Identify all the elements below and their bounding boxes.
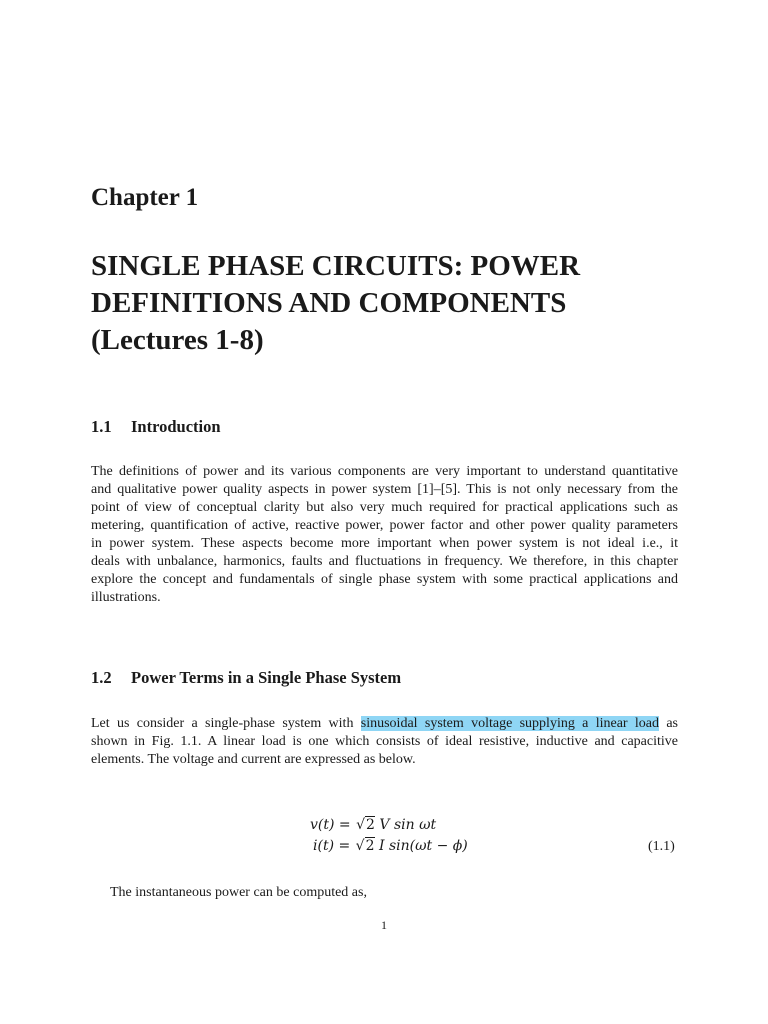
paragraph-line: in power system. These aspects become more important when power system is not ideal i.e., it xyxy=(91,536,678,551)
paragraph-line xyxy=(91,715,678,733)
page-number: 1 xyxy=(381,918,387,932)
chapter-title-line: SINGLE PHASE CIRCUITS: POWER xyxy=(91,250,581,282)
paragraph-text: as xyxy=(659,716,678,731)
equation-current xyxy=(313,836,468,856)
equation-voltage xyxy=(310,815,436,835)
equation-lhs: v(t) = xyxy=(310,817,356,833)
sqrt-argument: 2 xyxy=(366,817,375,833)
sqrt-argument: 2 xyxy=(365,838,375,854)
sqrt-symbol: √2 xyxy=(356,817,375,833)
paragraph-line: point of view of conceptual clarity but also very much required for practical applications such as xyxy=(91,500,678,515)
highlighted-text[interactable]: sinusoidal system voltage supplying a linear load xyxy=(360,716,659,731)
paragraph-line: metering, quantification of active, reactive power, power factor and other power quality parameters xyxy=(91,518,678,533)
instantaneous-power-text: The instantaneous power can be computed as, xyxy=(110,885,367,900)
paragraph-line: elements. The voltage and current are expressed as below. xyxy=(91,752,416,767)
equation-number: (1.1) xyxy=(648,839,675,854)
chapter-title-line: DEFINITIONS AND COMPONENTS xyxy=(91,287,567,319)
section-number: 1.2 xyxy=(91,668,112,687)
power-terms-paragraph xyxy=(91,715,678,769)
chapter-label: Chapter 1 xyxy=(91,184,199,211)
section-heading-power-terms xyxy=(91,668,401,688)
paragraph-line: deals with unbalance, harmonics, faults and fluctuations in frequency. We therefore, in this chapter xyxy=(91,554,678,569)
section-title: Power Terms in a Single Phase System xyxy=(131,668,402,687)
chapter-title xyxy=(91,248,691,359)
introduction-paragraph xyxy=(91,463,678,607)
paragraph-line: illustrations. xyxy=(91,590,161,605)
paragraph-line: shown in Fig. 1.1. A linear load is one which consists of ideal resistive, inductive and capacitive xyxy=(91,734,678,749)
paragraph-line: and qualitative power quality aspects in power system [1]–[5]. This is not only necessary from the xyxy=(91,482,678,497)
sqrt-symbol: √2 xyxy=(355,838,375,854)
paragraph-line: The definitions of power and its various components are very important to understand quantitative xyxy=(91,464,678,479)
paragraph-text: Let us consider a single-phase system with xyxy=(91,716,361,731)
equation-lhs: i(t) = xyxy=(313,838,355,854)
section-title: Introduction xyxy=(131,417,221,436)
section-number: 1.1 xyxy=(91,417,112,436)
equation-rhs: V sin ωt xyxy=(374,817,437,833)
equation-rhs: I sin(ωt − ϕ) xyxy=(374,838,468,854)
chapter-title-line: (Lectures 1-8) xyxy=(91,324,264,356)
section-heading-introduction xyxy=(91,417,221,437)
paragraph-line: explore the concept and fundamentals of single phase system with some practical applications and xyxy=(91,572,678,587)
